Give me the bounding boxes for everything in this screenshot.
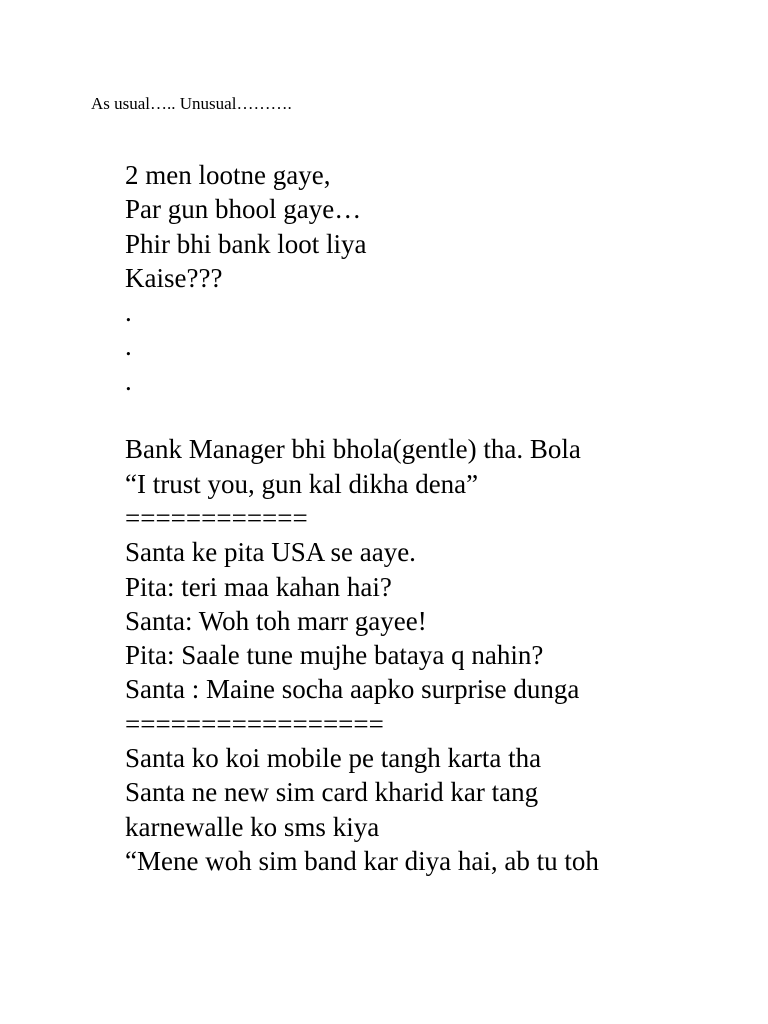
- text-line: Santa ke pita USA se aaye.: [125, 537, 416, 568]
- text-line: Kaise???: [125, 262, 223, 293]
- text-line: Santa ne new sim card kharid kar tang: [125, 777, 539, 808]
- text-line: [125, 398, 745, 432]
- text-line: =================: [125, 708, 384, 739]
- text-line: Pita: teri maa kahan hai?: [125, 571, 392, 602]
- text-line: “I trust you, gun kal dikha dena”: [125, 468, 479, 499]
- text-line: Santa : Maine socha aapko surprise dunga: [125, 674, 580, 705]
- text-line: 2 men lootne gaye,: [125, 160, 331, 190]
- text-line: .: [125, 365, 132, 396]
- text-line: karnewalle ko sms kiya: [125, 811, 380, 842]
- text-line: Phir bhi bank loot liya: [125, 228, 367, 259]
- text-line: Santa ko koi mobile pe tangh karta tha: [125, 743, 542, 774]
- text-line: Pita: Saale tune mujhe bataya q nahin?: [125, 640, 544, 671]
- document-heading: As usual….. Unusual……….: [91, 94, 292, 113]
- text-line: “Mene woh sim band kar diya hai, ab tu toh: [125, 845, 599, 876]
- text-line: Bank Manager bhi bhola(gentle) tha. Bola: [125, 434, 581, 465]
- text-line: .: [125, 331, 132, 362]
- document-body: [125, 158, 745, 878]
- text-line: Par gun bhool gaye…: [125, 194, 362, 225]
- text-line: ============: [125, 502, 308, 533]
- text-line: Santa: Woh toh marr gayee!: [125, 605, 427, 636]
- text-line: .: [125, 297, 132, 328]
